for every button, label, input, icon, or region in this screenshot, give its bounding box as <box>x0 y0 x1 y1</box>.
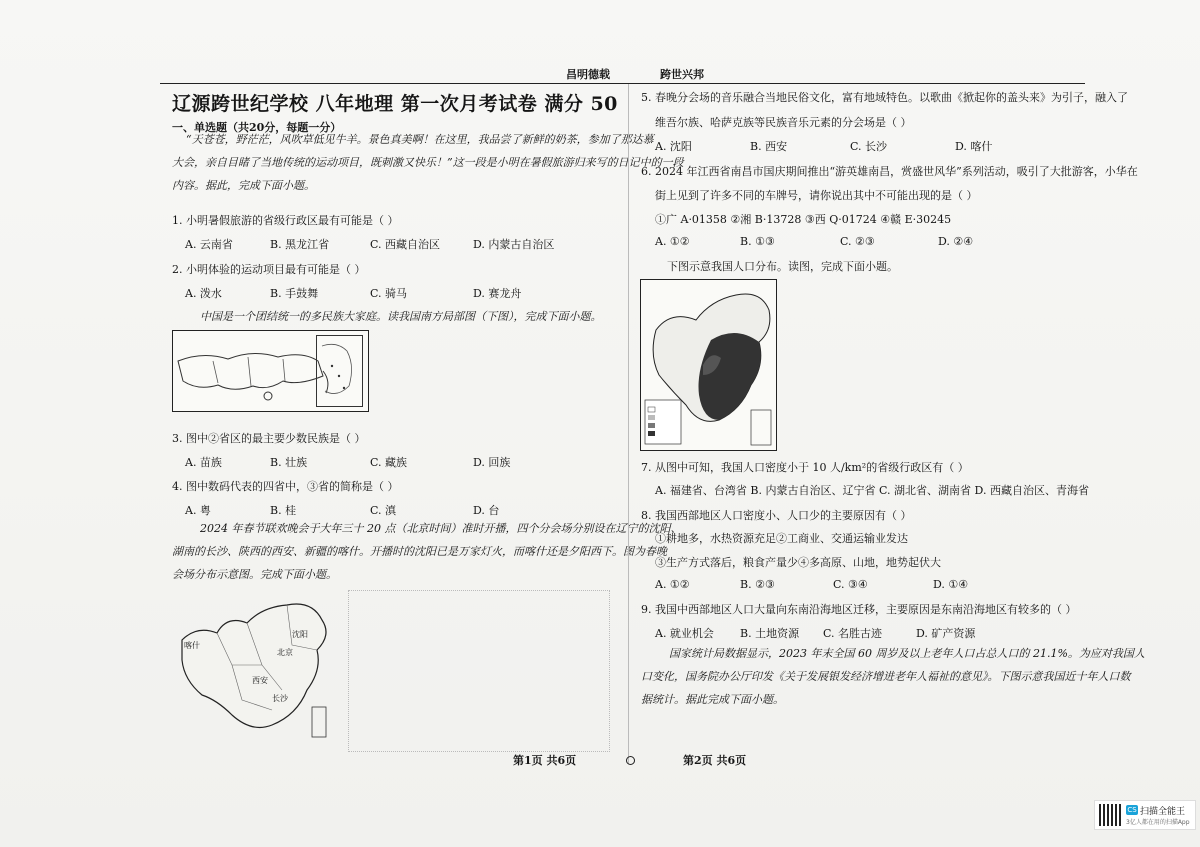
page-number-2: 第2页 共6页 <box>683 754 747 767</box>
population-density-map <box>640 279 777 451</box>
population-map-intro: 下图示意我国人口分布。读图，完成下面小题。 <box>667 260 898 273</box>
qr-code-icon <box>1099 804 1121 826</box>
q1-option-b[interactable]: B. 黑龙江省 <box>270 238 330 251</box>
question-6-options <box>655 235 973 248</box>
q5-option-a[interactable]: A. 沈阳 <box>655 140 692 153</box>
q3-option-c[interactable]: C. 藏族 <box>370 456 408 469</box>
q2-option-d[interactable]: D. 赛龙舟 <box>473 287 522 300</box>
gala-line-3: 会场分布示意图。完成下面小题。 <box>172 568 337 581</box>
question-6-stem-cont: 街上见到了许多不同的车牌号，请你说出其中不可能出现的是（ ） <box>655 189 978 202</box>
question-5-options <box>655 138 992 154</box>
q2-option-c[interactable]: C. 骑马 <box>370 287 408 300</box>
south-sea-inset <box>316 335 363 407</box>
q1-option-d[interactable]: D. 内蒙古自治区 <box>473 238 555 251</box>
south-sea-inset-drawing <box>317 336 362 406</box>
question-2-stem: 2. 小明体验的运动项目最有可能是（ ） <box>172 263 366 276</box>
q8-option-a[interactable]: A. ①② <box>655 578 690 591</box>
map-label-kashi: 喀什 <box>184 641 200 650</box>
column-divider <box>628 84 629 764</box>
q2-option-a[interactable]: A. 泼水 <box>185 287 222 300</box>
header-rule <box>160 83 1085 84</box>
question-5-stem-cont: 维吾尔族、哈萨克族等民族音乐元素的分会场是（ ） <box>655 116 912 129</box>
exam-title: 辽源跨世纪学校 八年地理 第一次月考试卷 满分 50 <box>172 93 618 115</box>
scanner-tagline: 3亿人都在用的扫描App <box>1126 819 1190 826</box>
diary-passage <box>172 128 684 197</box>
south-map-intro: 中国是一个团结统一的多民族大家庭。读我国南方局部图（下图），完成下面小题。 <box>200 310 602 323</box>
china-outline-drawing <box>172 595 342 745</box>
q3-option-b[interactable]: B. 壮族 <box>270 456 308 469</box>
question-1-stem: 1. 小明暑假旅游的省级行政区最有可能是（ ） <box>172 214 399 227</box>
question-6-stem: 6. 2024 年江西省南昌市国庆期间推出“游英雄南昌，赏盛世风华”系列活动，吸引了大批游客，小华在 <box>641 165 1138 178</box>
question-5-stem: 5. 春晚分会场的音乐融合当地民俗文化，富有地域特色。以歌曲《掀起你的盖头来》为引子，融入了 <box>641 91 1128 104</box>
section-heading: 一、单选题（共20分，每题一分） <box>172 121 342 134</box>
question-3-options <box>185 454 510 470</box>
q3-option-d[interactable]: D. 回族 <box>473 456 511 469</box>
south-china-map <box>172 330 369 412</box>
question-1-options <box>185 236 554 252</box>
map-label-xian: 西安 <box>252 676 268 685</box>
q2-option-b[interactable]: B. 手鼓舞 <box>270 287 319 300</box>
question-8-choice-line-1: ①耕地多，水热资源充足②工商业、交通运输业发达 <box>655 532 908 545</box>
q5-option-c[interactable]: C. 长沙 <box>850 140 888 153</box>
statistics-passage <box>641 642 1145 711</box>
diary-line-3: 内容。据此，完成下面小题。 <box>172 179 315 192</box>
gala-line-2: 湖南的长沙、陕西的西安、新疆的喀什。开播时的沈阳已是万家灯火，而喀什还是夕阳西下。图为春晚 <box>172 545 667 558</box>
q8-option-d[interactable]: D. ①④ <box>933 578 969 591</box>
q9-option-c[interactable]: C. 名胜古迹 <box>823 627 883 640</box>
question-6-plates: ①广 A·01358 ②湘 B·13728 ③西 Q·01724 ④赣 E·30245 <box>655 213 952 226</box>
question-8-choice-line-2: ③生产方式落后，粮食产量少④多高原、山地，地势起伏大 <box>655 556 941 569</box>
stats-line-3: 据统计。据此完成下面小题。 <box>641 693 784 706</box>
question-8-stem: 8. 我国西部地区人口密度小、人口少的主要原因有（ ） <box>641 509 912 522</box>
q5-option-b[interactable]: B. 西安 <box>750 140 788 153</box>
diary-line-2: 大会，亲自目睹了当地传统的运动项目，既刺激又快乐！”这一段是小明在暑假旅游归来写的日记中的一段 <box>172 156 684 169</box>
map-label-changsha: 长沙 <box>272 694 288 703</box>
q1-option-c[interactable]: C. 西藏自治区 <box>370 238 441 251</box>
question-4-stem: 4. 图中数码代表的四省中，③省的简称是（ ） <box>172 480 399 493</box>
q9-option-d[interactable]: D. 矿产资源 <box>916 627 976 640</box>
q4-option-c[interactable]: C. 滇 <box>370 504 397 517</box>
scanner-brand: 扫描全能王 <box>1140 807 1186 817</box>
stats-line-1: 国家统计局数据显示，2023 年末全国 60 周岁及以上老年人口占总人口的 21.1%。为应对我国人 <box>669 647 1145 660</box>
population-map-drawing <box>641 280 776 450</box>
page-number-1: 第1页 共6页 <box>513 754 577 767</box>
q4-option-d[interactable]: D. 台 <box>473 504 500 517</box>
question-9-stem: 9. 我国中西部地区人口大量向东南沿海地区迁移，主要原因是东南沿海地区有较多的（ ） <box>641 603 1077 616</box>
header-motto-right: 跨世兴邦 <box>660 68 704 81</box>
faded-grid-area <box>348 590 610 752</box>
question-7-options[interactable]: A. 福建省、台湾省 B. 内蒙古自治区、辽宁省 C. 湖北省、湖南省 D. 西藏自治区、青海省 <box>655 484 1089 497</box>
q6-option-a[interactable]: A. ①② <box>655 235 690 248</box>
question-9-options <box>655 625 975 641</box>
q1-option-a[interactable]: A. 云南省 <box>185 238 233 251</box>
scanner-watermark <box>1094 800 1196 830</box>
question-2-options <box>185 285 521 301</box>
gala-venue-map <box>172 595 342 745</box>
q6-option-c[interactable]: C. ②③ <box>840 235 875 248</box>
question-4-options <box>185 502 499 518</box>
q9-option-b[interactable]: B. 土地资源 <box>740 627 800 640</box>
question-3-stem: 3. 图中②省区的最主要少数民族是（ ） <box>172 432 366 445</box>
q8-option-c[interactable]: C. ③④ <box>833 578 868 591</box>
q8-option-b[interactable]: B. ②③ <box>740 578 775 591</box>
q5-option-d[interactable]: D. 喀什 <box>955 140 993 153</box>
q9-option-a[interactable]: A. 就业机会 <box>655 627 714 640</box>
q6-option-b[interactable]: B. ①③ <box>740 235 775 248</box>
question-8-options <box>655 578 968 591</box>
diary-line-1: “天苍苍，野茫茫，风吹草低见牛羊。景色真美啊！在这里，我品尝了新鲜的奶茶，参加了那达慕 <box>186 133 654 146</box>
question-7-stem: 7. 从图中可知，我国人口密度小于 10 人/km²的省级行政区有（ ） <box>641 461 969 474</box>
header-motto-left: 昌明德载 <box>566 68 610 81</box>
gala-passage <box>172 517 681 586</box>
q6-option-d[interactable]: D. ②④ <box>938 235 974 248</box>
q4-option-b[interactable]: B. 桂 <box>270 504 297 517</box>
q3-option-a[interactable]: A. 苗族 <box>185 456 222 469</box>
binding-hole-icon <box>626 756 635 765</box>
cs-logo-icon: CS <box>1127 806 1137 814</box>
map-label-beijing: 北京 <box>277 648 293 657</box>
map-label-shenyang: 沈阳 <box>292 630 308 639</box>
gala-line-1: 2024 年春节联欢晚会于大年三十 20 点（北京时间）准时开播，四个分会场分别设在辽宁的沈阳、 <box>200 522 682 535</box>
stats-line-2: 口变化，国务院办公厅印发《关于发展银发经济增进老年人福祉的意见》。下图示意我国近十年人口数 <box>641 670 1131 683</box>
q4-option-a[interactable]: A. 粤 <box>185 504 211 517</box>
